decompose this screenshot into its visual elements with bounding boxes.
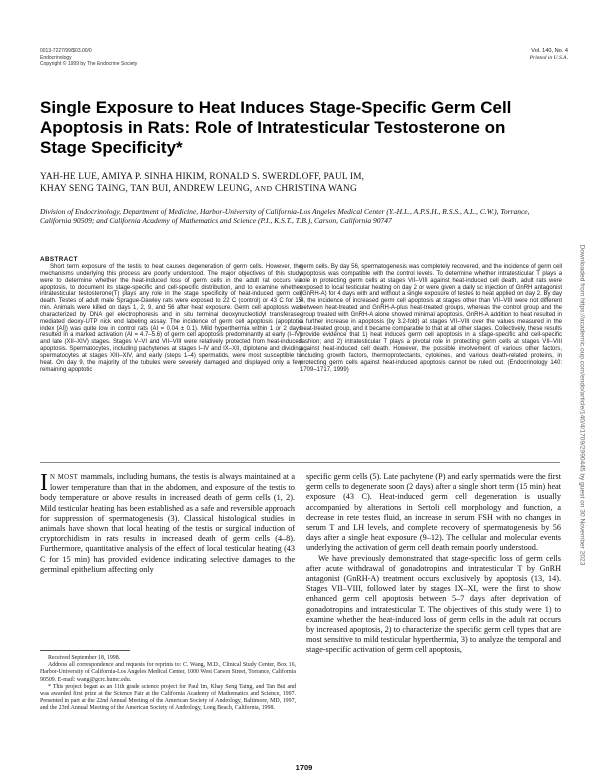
abstract-left-column: Short term exposure of the testis to heat causes degeneration of germ cells. However, the mechanisms underlying this process are poorly understood. The major objectives of this study were to determine whether the heat-induced loss of germ cells in the adult rat occurs via apoptosis, to document its stage-specific and cell-specific distribution, and to examine whether intratesticular testosterone(T) plays any role in the stage specificity of heat-induced germ cell death. Testes of adult male Sprague-Dawley rats were exposed to 22 C (control) or 43 C for 15 min. Animals were killed on days 1, 2, 9, and 56 after heat exposure. Germ cell apoptosis was characterized by DNA gel electrophoresis and in situ terminal deoxynucleotidyl transferase-mediated deoxy-UTP nick end labeling assay. The incidence of germ cell apoptosis (apoptotic index [AI]) was quite low in control rats (AI = 0.04 ± 0.1). Mild hyperthermia within 1 or 2 days resulted in a marked activation (AI = 4.7–5.6) of germ cell apoptosis predominantly at early (I–IV) and late (XII–XIV) stages. Stages V–VI and VII–VIII were relatively protected from heat-induced apoptosis. Spermatocytes, including pachytenes at stages I–IV and IX–XII, diplotene and dividing spermatocytes at stages XIII–XIV, and early (steps 1–4) spermatids, were most susceptible to heat. On day 9, the majority of the tubules were severely damaged and displayed only a few remaining apoptotic bbox=[40, 264, 302, 373]
author-list bbox=[40, 171, 560, 195]
copyright-line: Copyright © 1999 by The Endocrine Society bbox=[40, 61, 138, 68]
author-line-1: YAH-HE LUE, AMIYA P. SINHA HIKIM, RONALD S. SWERDLOFF, PAUL IM, bbox=[40, 172, 365, 182]
footnotes bbox=[40, 655, 296, 713]
body-right-paragraph-2: We have previously demonstrated that stage-specific loss of germ cells after acute withdrawal of gonadotropins and intratesticular T by GnRH antagonist (GnRH-A) treatment occurs exclusively by apoptosis (13, 14). Stages VII–VIII, followed later by stages IX–XI, were the first to show enhanced germ cell apoptosis between 5–7 days after deprivation of gonadotropins and intratesticular T. The objectives of this study were 1) to examine whether the heat-induced loss of germ cells in the adult rat occurs by increased apoptosis, 2) to characterize the specific germ cell types that are most sensitive to mild testicular hyperthermia, 3) to analyze the temporal and stage-specific activation of germ cell apoptosis, bbox=[306, 553, 561, 655]
page-number: 1709 bbox=[295, 763, 313, 772]
body-right-column bbox=[306, 472, 561, 656]
footnote-divider bbox=[40, 650, 130, 651]
affiliation: Division of Endocrinology, Department of Medicine, Harbor-University of California-Los Angeles Medical Center (Y.-H.L., A.P.S.H., R.S.S., A.L., C.W.), Torrance, California 90509; and California Academy of Mathematics and Science (P.I., K.S.T., T.B.), Carson, California 90747 bbox=[40, 207, 530, 226]
lead-small-caps: N MOST bbox=[50, 474, 79, 481]
author-line-2-post: CHRISTINA WANG bbox=[275, 184, 357, 195]
author-line-2-pre: KHAY SENG TAING, TAN BUI, ANDREW LEUNG, bbox=[40, 184, 253, 195]
footnote-received: Received September 18, 1998. bbox=[48, 655, 121, 661]
printed-line: Printed in U.S.A. bbox=[529, 55, 568, 61]
download-watermark bbox=[577, 170, 587, 640]
body-left-column bbox=[40, 472, 295, 575]
volume-header bbox=[530, 48, 568, 62]
author-and: AND bbox=[254, 184, 273, 194]
volume-line: Vol. 140, No. 4 bbox=[531, 48, 568, 54]
journal-header bbox=[40, 48, 137, 68]
drop-cap: I bbox=[40, 470, 48, 496]
abstract-heading: ABSTRACT bbox=[40, 256, 78, 263]
download-watermark-text: Downloaded from https://academic.oup.com/endo/article/140/4/1709/2990445 by guest on 30 November 2023 bbox=[578, 244, 586, 566]
journal-name: Endocrinology bbox=[40, 54, 72, 61]
body-left-text: mammals, including humans, the testis is always maintained at a lower temperature than that in the abdomen, and exposure of the testis to body temperature or above results in increased death of germ cells (1, 2). Mild testicular heating has been established as a safe and reversible approach for suppression of spermatogenesis (3). Classical histological studies in animals have shown that local heating of the testis or surgical induction of cryptorchidism in rats results in increased death of germ cells (4–8). Furthermore, quantitative analysis of the effect of local testicular heating (43 C for 15 min) has provided evidence indicating selective damages to the germinal epithelium affecting only bbox=[40, 472, 295, 574]
body-right-paragraph-1: specific germ cells (5). Late pachytene (P) and early spermatids were the first germ cells to degenerate soon (2 days) after a single short term (15 min) heat exposure (43 C). Heat-induced germ cell degeneration is usually accompanied by alterations in Sertoli cell morphology and function, a decrease in rete testes fluid, an increase in serum FSH with no changes in serum T and LH levels, and complete recovery of spermatogenesis by 56 days after a single heat exposure (9–12). The cellular and molecular events underlying the activation of germ cell death remain poorly understood. bbox=[306, 472, 561, 553]
footnote-address: Address all correspondence and requests for reprints to: C. Wang, M.D., Clinical Study Center, Box 16, Harbor-University of California-Los Angeles Medical Center, 1000 West Carson Street, Torrance, California 90509. E-mail: wang@gcrc.humc.edu. bbox=[40, 662, 296, 683]
author-line-2 bbox=[40, 183, 560, 195]
article-title: Single Exposure to Heat Induces Stage-Specific Germ Cell Apoptosis in Rats: Role of Intratesticular Testosterone on Stage Specificity* bbox=[40, 98, 512, 157]
section-divider bbox=[40, 462, 560, 463]
footnote-project-note: * This project began as an 11th grade science project for Paul Im, Khay Seng Taing, and Tan Bui and was awarded first prize at the Science Fair at the California Academy of Mathematics and Science, 1997. Presented in part at the 22nd Annual Meeting of the American Society of Andrology, Baltimore, MD, 1997, and the 23rd Annual Meeting of the American Society of Andrology, Long Beach, California, 1998. bbox=[40, 683, 296, 712]
abstract-right-column: germ cells. By day 56, spermatogenesis was completely recovered, and the incidence of germ cell apoptosis was compatible with the control levels. To determine whether intratesticular T plays a role in protecting germ cells at stages VII–VIII against heat-induced cell death, adult rats were exposed to local testicular heating on day 2 or were given a daily sc injection of GnRH antagonist (GnRH-A) for 4 days with and without a single exposure of testes to heat applied on day 2. By day 4, the incidence of increased germ cell apoptosis at stages other than VII–VIII were not different between heat-treated and GnRH-A-plus heat-treated groups, whereas the control group and the group treated with GnRH-A alone showed minimal apoptosis. GnRH-A addition to heat resulted in a further increase in apoptosis (by 3.2-fold) at stages VII–VIII over the values measured in the heat-treated group, and it became comparable to that at all other stages. Collectively, these results provide evidence that 1) heat induces germ cell apoptosis in a stage-specific and cell-specific fashion; and 2) intratesticular T plays a pivotal role in protecting germ cells at stages VII–VIII against heat-induced cell death. However, the possible involvement of various other factors, including growth factors, thermoprotectants, cytokines, and various death-related proteins, in protecting germ cells against heat-induced apoptosis cannot be ruled out. (Endocrinology 140: 1709–1717, 1999) bbox=[300, 264, 562, 373]
issn-line: 0013-7227/99/$03.00/0 bbox=[40, 48, 92, 54]
